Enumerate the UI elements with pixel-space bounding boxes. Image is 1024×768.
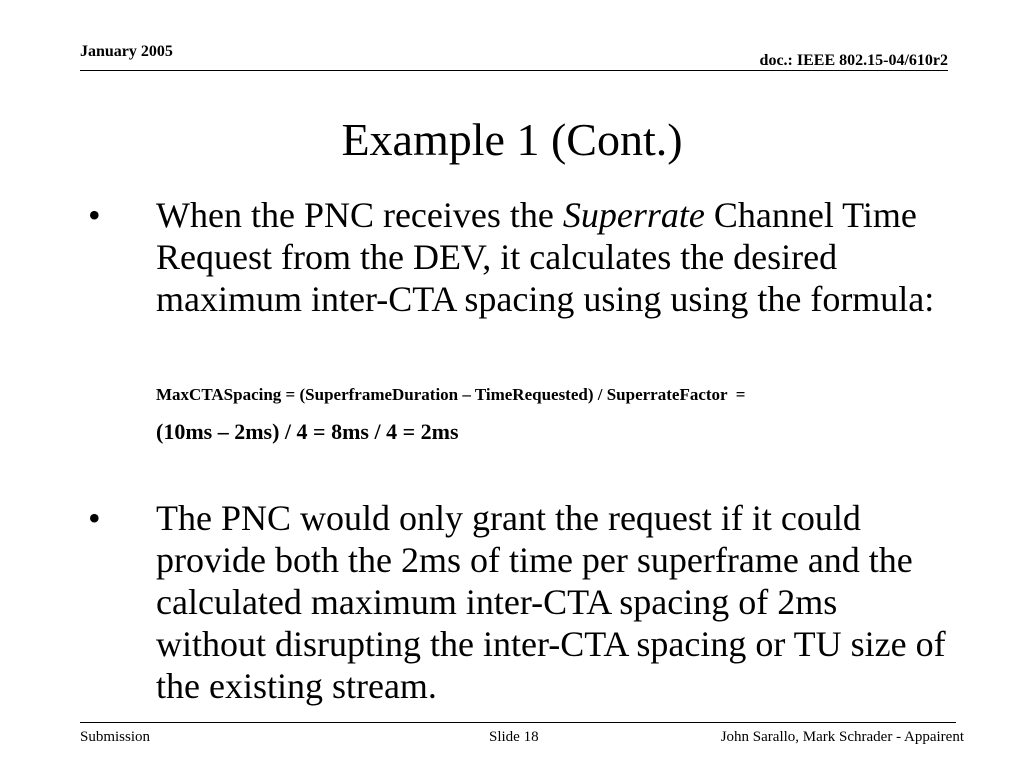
bullet-text — [156, 194, 956, 320]
formula-line-1: MaxCTASpacing = (SuperframeDuration – TimeRequested) / SuperrateFactor = — [156, 385, 746, 404]
slide-title: Example 1 (Cont.) — [341, 114, 683, 165]
header-doc-id: doc.: IEEE 802.15-04/610r2 — [759, 52, 948, 69]
footer-slide-number: Slide 18 — [489, 729, 539, 745]
bullet-text-part: Channel Time Request from the DEV, it calculates the desired maximum inter-CTA spacing using using the formula: — [156, 195, 935, 319]
bullet-text-part: When the PNC receives the — [156, 195, 563, 235]
footer-divider — [80, 722, 956, 723]
bullet-symbol: • — [88, 195, 101, 235]
bullet-text: The PNC would only grant the request if it could provide both the 2ms of time per superframe and the calculated maximum inter-CTA spacing of 2ms without disrupting the inter-CTA spacing or TU size of the existing stream. — [156, 498, 946, 706]
footer-submission: Submission — [80, 729, 151, 745]
header-divider — [80, 70, 948, 71]
formula-line-2: (10ms – 2ms) / 4 = 8ms / 4 = 2ms — [156, 419, 459, 444]
bullet-item-1 — [88, 194, 958, 364]
footer-authors: John Sarallo, Mark Schrader - Appairent — [720, 729, 964, 745]
bullet-item-2 — [88, 497, 958, 712]
header-date: January 2005 — [80, 43, 173, 60]
bullet-symbol: • — [88, 498, 101, 538]
bullet-text-italic: Superrate — [562, 195, 705, 235]
